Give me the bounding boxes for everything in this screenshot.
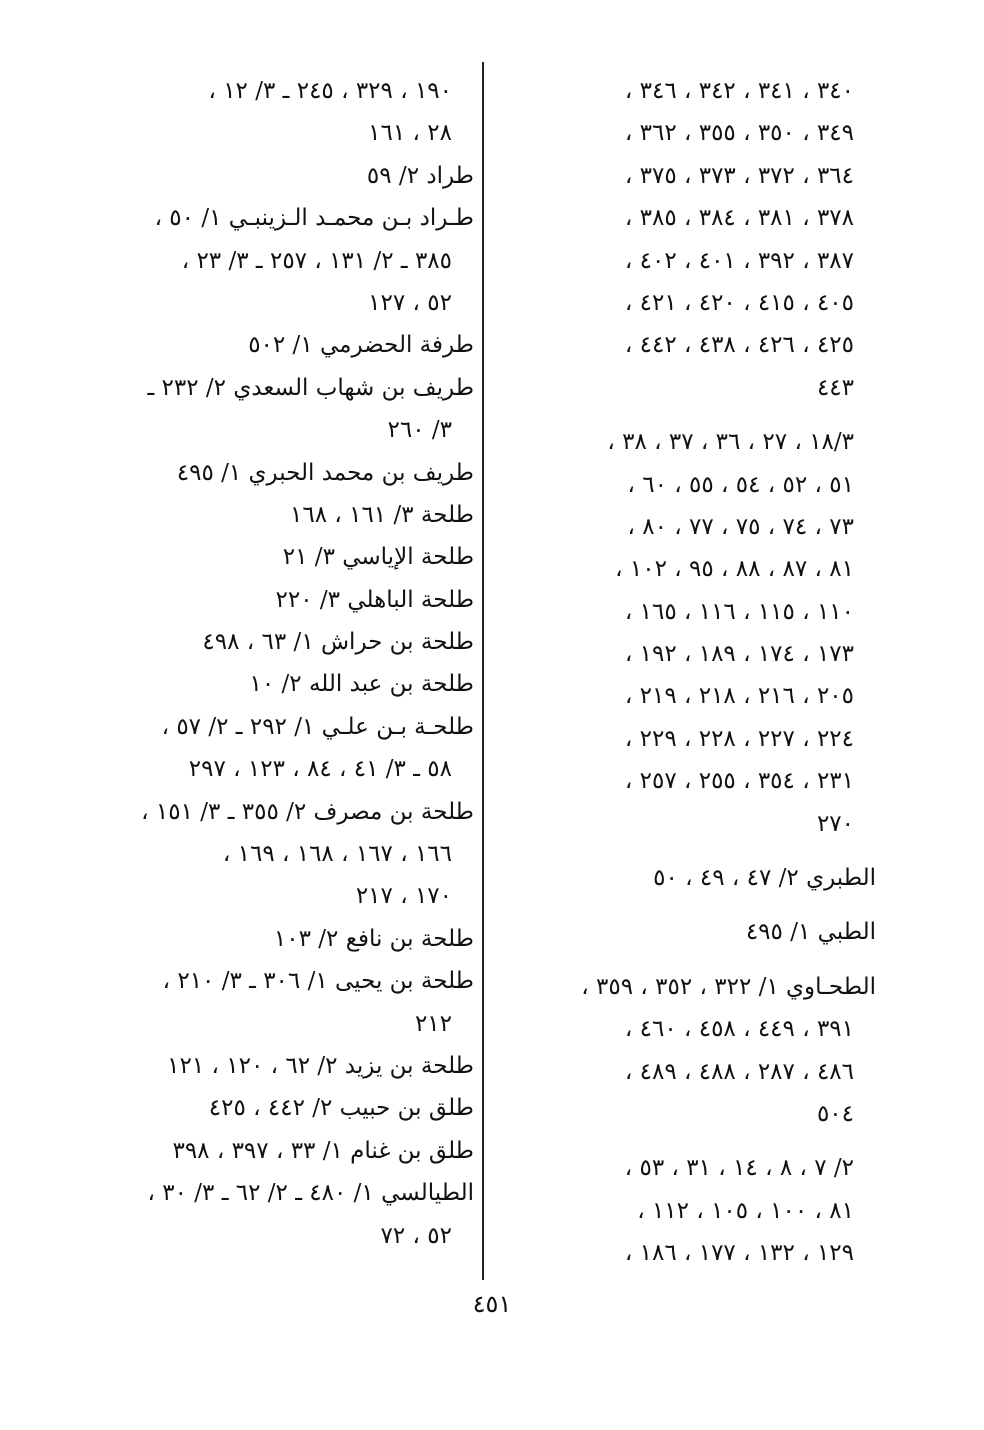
index-line: ٨١ ، ١٠٠ ، ١٠٥ ، ١١٢ ، bbox=[637, 1197, 854, 1224]
index-line: الطبري ٢/ ٤٧ ، ٤٩ ، ٥٠ bbox=[653, 865, 876, 892]
index-line: طـراد بـن محمـد الـزينبـي ١/ ٥٠ ، bbox=[154, 205, 474, 232]
index-line: ٢٢٤ ، ٢٢٧ ، ٢٢٨ ، ٢٢٩ ، bbox=[624, 725, 854, 752]
index-line: طريف بن محمد الحبري ١/ ٤٩٥ bbox=[176, 459, 474, 486]
index-line: ٢/ ٧ ، ٨ ، ١٤ ، ٣١ ، ٥٣ ، bbox=[624, 1155, 854, 1182]
index-line: ٣٧٨ ، ٣٨١ ، ٣٨٤ ، ٣٨٥ ، bbox=[624, 205, 854, 232]
left-column bbox=[114, 70, 474, 1257]
index-line: ٣٤٠ ، ٣٤١ ، ٣٤٢ ، ٣٤٦ ، bbox=[624, 78, 854, 104]
index-line: طلحة بن يزيد ٢/ ٦٢ ، ١٢٠ ، ١٢١ bbox=[167, 1052, 474, 1079]
index-line: طلحة بن حراش ١/ ٦٣ ، ٤٩٨ bbox=[202, 629, 474, 656]
index-line: ٣٨٧ ، ٣٩٢ ، ٤٠١ ، ٤٠٢ ، bbox=[624, 247, 854, 274]
index-line: ٤٢٥ ، ٤٢٦ ، ٤٣٨ ، ٤٤٢ ، bbox=[624, 332, 854, 359]
spacer bbox=[528, 1135, 876, 1147]
index-line: ٤٤٣ bbox=[816, 374, 854, 401]
spacer bbox=[528, 899, 876, 911]
index-line: طلحة الإياسي ٣/ ٢١ bbox=[282, 544, 474, 571]
right-column bbox=[528, 70, 876, 1275]
index-line: ٤٠٥ ، ٤١٥ ، ٤٢٠ ، ٤٢١ ، bbox=[624, 289, 854, 316]
index-line: الطيالسي ١/ ٤٨٠ ـ ٢/ ٦٢ ـ ٣/ ٣٠ ، bbox=[147, 1180, 474, 1207]
index-line: طلق بن حبيب ٢/ ٤٤٢ ، ٤٢٥ bbox=[208, 1095, 474, 1122]
index-line: ٣/ ٢٦٠ bbox=[387, 417, 452, 444]
index-line: ٥٠٤ bbox=[816, 1100, 854, 1127]
index-line: طلحة بن يحيى ١/ ٣٠٦ ـ ٣/ ٢١٠ ، bbox=[162, 968, 474, 995]
spacer bbox=[528, 954, 876, 966]
page-number: ٤٥١ bbox=[472, 1290, 512, 1318]
index-line: طلق بن غنام ١/ ٣٣ ، ٣٩٧ ، ٣٩٨ bbox=[172, 1137, 474, 1164]
index-line: ٣٤٩ ، ٣٥٠ ، ٣٥٥ ، ٣٦٢ ، bbox=[624, 120, 854, 147]
index-line: ١٩٠ ، ٣٢٩ ، ٢٤٥ ـ ٣/ ١٢ ، bbox=[208, 78, 452, 104]
index-line: ١٦٦ ، ١٦٧ ، ١٦٨ ، ١٦٩ ، bbox=[222, 841, 452, 868]
index-line: طلحـة بـن علـي ١/ ٢٩٢ ـ ٢/ ٥٧ ، bbox=[161, 713, 474, 740]
index-line: الطبي ١/ ٤٩٥ bbox=[745, 919, 876, 946]
index-line: ٢٠٥ ، ٢١٦ ، ٢١٨ ، ٢١٩ ، bbox=[624, 683, 854, 710]
index-line: طرفة الحضرمي ١/ ٥٠٢ bbox=[248, 332, 474, 359]
index-line: ٥٨ ـ ٣/ ٤١ ، ٨٤ ، ١٢٣ ، ٢٩٧ bbox=[188, 756, 452, 783]
index-line: ٣٨٥ ـ ٢/ ١٣١ ، ٢٥٧ ـ ٣/ ٢٣ ، bbox=[181, 247, 452, 274]
spacer bbox=[528, 845, 876, 857]
index-line: الطحـاوي ١/ ٣٢٢ ، ٣٥٢ ، ٣٥٩ ، bbox=[581, 973, 876, 1000]
index-line: ٢٣١ ، ٣٥٤ ، ٢٥٥ ، ٢٥٧ ، bbox=[624, 768, 854, 795]
index-line: ٧٣ ، ٧٤ ، ٧٥ ، ٧٧ ، ٨٠ ، bbox=[627, 513, 854, 540]
index-line: ١١٠ ، ١١٥ ، ١١٦ ، ١٦٥ ، bbox=[624, 598, 854, 625]
index-line: ٣٩١ ، ٤٤٩ ، ٤٥٨ ، ٤٦٠ ، bbox=[624, 1016, 854, 1043]
index-line: ٥٢ ، ٧٢ bbox=[380, 1222, 452, 1249]
index-line: طلحة الباهلي ٣/ ٢٢٠ bbox=[275, 586, 474, 613]
index-line: ١٢٩ ، ١٣٢ ، ١٧٧ ، ١٨٦ ، bbox=[624, 1240, 854, 1267]
index-line: طلحة بن عبد الله ٢/ ١٠ bbox=[249, 671, 474, 698]
index-line: ١٨/٣ ، ٢٧ ، ٣٦ ، ٣٧ ، ٣٨ ، bbox=[607, 429, 854, 456]
index-line: طلحة بن مصرف ٢/ ٣٥٥ ـ ٣/ ١٥١ ، bbox=[141, 798, 474, 825]
index-line: ٣٦٤ ، ٣٧٢ ، ٣٧٣ ، ٣٧٥ ، bbox=[624, 162, 854, 189]
index-line: طلحة بن نافع ٢/ ١٠٣ bbox=[273, 925, 474, 952]
index-line: ١٧٣ ، ١٧٤ ، ١٨٩ ، ١٩٢ ، bbox=[624, 641, 854, 668]
index-line: ٥٢ ، ١٢٧ bbox=[368, 289, 452, 316]
index-line: طريف بن شهاب السعدي ٢/ ٢٣٢ ـ bbox=[147, 374, 474, 401]
index-line: ٤٨٦ ، ٢٨٧ ، ٤٨٨ ، ٤٨٩ ، bbox=[624, 1058, 854, 1085]
index-line: ٢٧٠ bbox=[816, 810, 854, 837]
index-line: ٢١٢ bbox=[414, 1010, 452, 1037]
column-divider bbox=[482, 62, 484, 1280]
index-line: ٥١ ، ٥٢ ، ٥٤ ، ٥٥ ، ٦٠ ، bbox=[627, 471, 854, 498]
index-line: ٨١ ، ٨٧ ، ٨٨ ، ٩٥ ، ١٠٢ ، bbox=[615, 556, 854, 583]
index-line: ٢٨ ، ١٦١ bbox=[368, 120, 452, 147]
index-line: طراد ٢/ ٥٩ bbox=[366, 162, 474, 189]
index-line: طلحة ٣/ ١٦١ ، ١٦٨ bbox=[289, 501, 474, 528]
spacer bbox=[528, 409, 876, 421]
index-line: ١٧٠ ، ٢١٧ bbox=[355, 883, 452, 910]
